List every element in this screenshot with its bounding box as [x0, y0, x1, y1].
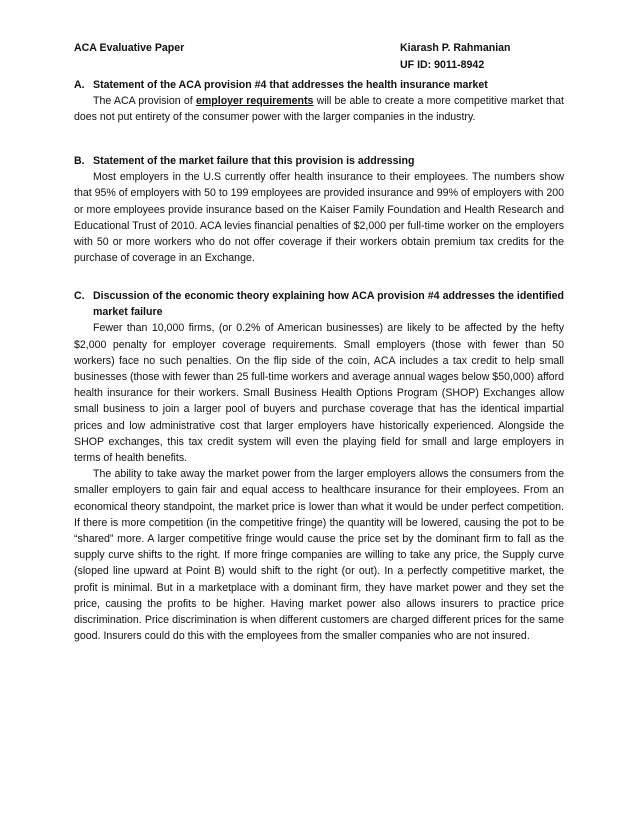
section-b-heading: [74, 153, 564, 169]
section-b: [74, 153, 564, 266]
section-c-paragraph-1: Fewer than 10,000 firms, (or 0.2% of American businesses) are likely to be affected by the hefty $2,000 penalty for employer coverage requirements. Small employers (those with fewer than 50 workers) face no such penalties. On the flip side of the coin, ACA includes a tax credit to help small businesses (those with fewer than 25 full-time workers and average annual wages below $50,000) afford health insurance for their workers. Small Business Health Options Program (SHOP) Exchanges allow small business to join a larger pool of buyers and purchase coverage that has the identical impartial prices and low administrative cost that larger employers have historically experienced. Alongside the SHOP exchanges, this tax credit system will even the playing field for small and large employers in terms of health benefits.: [74, 322, 564, 465]
section-c-paragraph-2: The ability to take away the market power from the larger employers allows the consumers from the smaller employers to gain fair and equal access to healthcare insurance for their employees. From an economical theory standpoint, the market price is lower than what it would be under perfect competition. If there is more competition (in the competitive fringe) the quantity will be lowered, causing the pot to be “shared” more. A larger competitive fringe would cause the price set by the dominant firm to fall as the supply curve shifts to the right. If more fringe companies are willing to take any price, the Supply curve (sloped line upward at Point B) would shift to the right (or out). In a perfectly competitive market, the profit is minimal. But in a marketplace with a dominant firm, they have market power and they set the price, causing the profits to be higher. Having market power also allows insurers to practice price discrimination. Price discrimination is when different customers are charged different prices for the same good. Insurers could do this with the employees from the smaller companies who are not insured.: [74, 468, 564, 643]
author-name: Kiarash P. Rahmanian: [400, 42, 511, 54]
section-a: [74, 77, 564, 126]
section-c-letter: C.: [74, 290, 85, 302]
section-c: [74, 288, 564, 644]
section-b-paragraph: Most employers in the U.S currently offer health insurance to their employees. The numbers show that 95% of employers with 50 to 199 employees are provided insurance and 99% of employers with 200 or more employees provide insurance based on the Kaiser Family Foundation and Health Research and Educational Trust of 2010. ACA levies financial penalties of $2,000 per full-time worker on the employers with 50 or more workers who do not offer coverage if their workers obtain premium tax credits for the purchase of coverage in an Exchange.: [74, 171, 564, 265]
section-a-paragraph: [74, 93, 564, 125]
section-a-text-end: will be able to create a more competitive market that does not put entirety of the consumer power with the larger companies in the industry.: [74, 95, 565, 124]
section-a-title: Statement of the ACA provision #4 that addresses the health insurance market: [93, 79, 488, 91]
paper-title: ACA Evaluative Paper: [74, 42, 185, 54]
section-a-letter: A.: [74, 79, 85, 91]
section-b-title: Statement of the market failure that this provision is addressing: [93, 155, 415, 167]
section-c-heading: [74, 288, 564, 320]
section-b-letter: B.: [74, 155, 85, 167]
section-c-title: Discussion of the economic theory explaining how ACA provision #4 addresses the identified market failure: [93, 290, 564, 319]
uf-id: UF ID: 9011-8942: [400, 59, 485, 71]
employer-requirements-emphasis: employer requirements: [195, 95, 314, 108]
section-a-heading: [74, 77, 564, 93]
author-block: [400, 40, 511, 74]
section-a-text-start: The ACA provision of: [93, 95, 196, 108]
